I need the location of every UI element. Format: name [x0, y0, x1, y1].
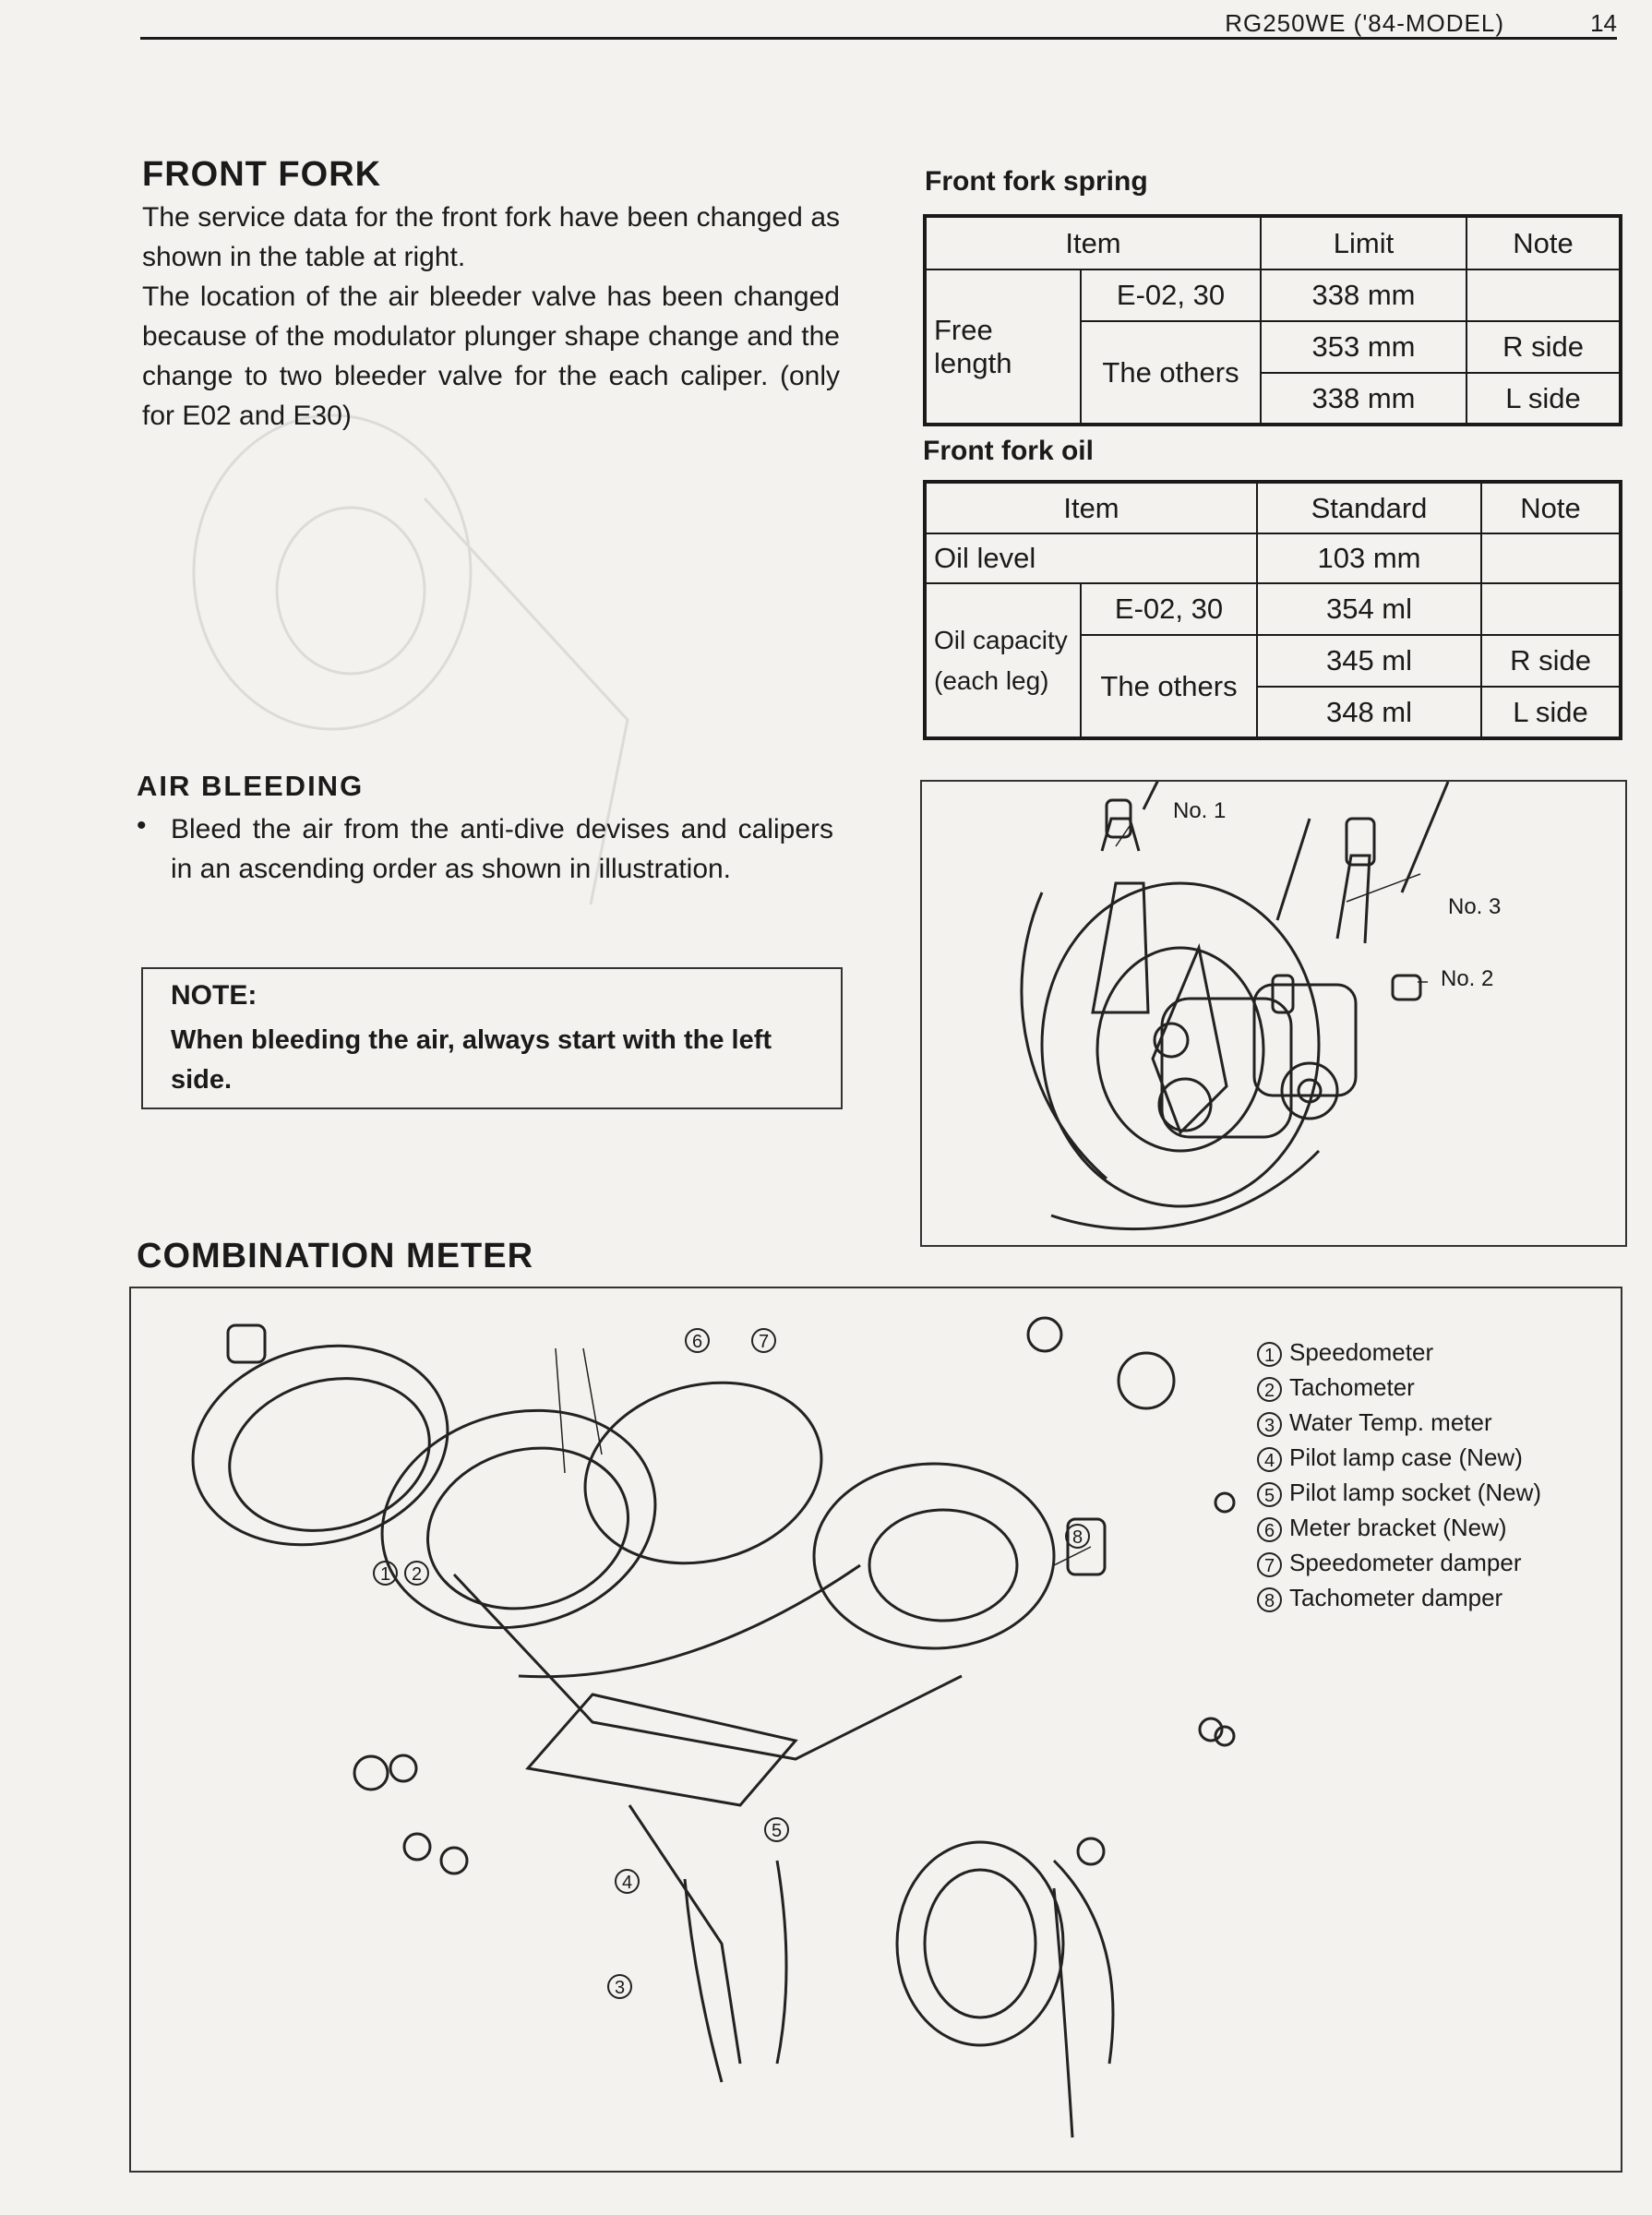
spring-note: R side: [1466, 321, 1621, 373]
spring-header-note: Note: [1466, 216, 1621, 269]
oil-value: 348 ml: [1257, 687, 1481, 738]
meter-exploded-illustration: [131, 1288, 1239, 2171]
oil-variant-others: The others: [1081, 635, 1257, 738]
oil-header-standard: Standard: [1257, 482, 1481, 533]
oil-note: L side: [1481, 687, 1621, 738]
legend-item: 6 Meter bracket (New): [1257, 1510, 1541, 1545]
callout-2: 2: [404, 1560, 437, 1586]
spring-variant-e02: E-02, 30: [1081, 269, 1261, 321]
callout-7: 7: [751, 1327, 784, 1353]
front-fork-paragraph-2: The location of the air bleeder valve has been changed because of the modulator plunger shape change and the change to two bleeder valve for the each caliper. (only for E02 and E30): [142, 281, 840, 431]
spring-value: 338 mm: [1261, 269, 1466, 321]
front-fork-paragraph-1: The service data for the front fork have been changed as shown in the table at right.: [142, 202, 840, 272]
caliper-label-no1: No. 1: [1173, 798, 1227, 823]
oil-header-item: Item: [925, 482, 1257, 533]
oil-level-value: 103 mm: [1257, 533, 1481, 583]
front-fork-title: FRONT FORK: [142, 155, 382, 194]
note-label: NOTE:: [171, 980, 257, 1011]
oil-table-title: Front fork oil: [923, 436, 1094, 466]
oil-header-note: Note: [1481, 482, 1621, 533]
legend-item: 1 Speedometer: [1257, 1335, 1541, 1370]
meter-figure: [129, 1287, 1622, 2173]
spring-header-item: Item: [925, 216, 1261, 269]
spring-note: [1466, 269, 1621, 321]
callout-4: 4: [615, 1868, 647, 1894]
oil-level-label: Oil level: [925, 533, 1257, 583]
legend-item: 3 Water Temp. meter: [1257, 1405, 1541, 1440]
oil-table: [923, 480, 1622, 740]
header-model: RG250WE ('84-MODEL): [1225, 9, 1504, 37]
combination-meter-title: COMBINATION METER: [137, 1237, 534, 1275]
callout-8: 8: [1065, 1523, 1097, 1549]
callout-1: 1: [373, 1560, 405, 1586]
spring-table-title: Front fork spring: [925, 166, 1148, 197]
oil-value: 354 ml: [1257, 583, 1481, 635]
spring-variant-others: The others: [1081, 321, 1261, 425]
legend-item: 5 Pilot lamp socket (New): [1257, 1475, 1541, 1510]
spring-note: L side: [1466, 373, 1621, 425]
spring-value: 353 mm: [1261, 321, 1466, 373]
caliper-illustration: [922, 782, 1625, 1245]
meter-legend: [1257, 1335, 1541, 1615]
oil-level-note: [1481, 533, 1621, 583]
callout-5: 5: [764, 1816, 796, 1842]
legend-item: 2 Tachometer: [1257, 1370, 1541, 1405]
spring-table: [923, 214, 1622, 426]
caliper-label-no3: No. 3: [1448, 894, 1502, 919]
oil-value: 345 ml: [1257, 635, 1481, 687]
oil-note: [1481, 583, 1621, 635]
spring-row-label: Free length: [925, 269, 1081, 425]
caliper-label-no2: No. 2: [1441, 966, 1494, 991]
page-number: 14: [1590, 9, 1617, 37]
caliper-figure: [920, 780, 1627, 1247]
legend-item: 8 Tachometer damper: [1257, 1580, 1541, 1615]
note-box: [141, 967, 843, 1109]
air-bleeding-title: AIR BLEEDING: [137, 770, 365, 802]
legend-item: 7 Speedometer damper: [1257, 1545, 1541, 1580]
oil-variant-e02: E-02, 30: [1081, 583, 1257, 635]
legend-item: 4 Pilot lamp case (New): [1257, 1440, 1541, 1475]
callout-6: 6: [685, 1327, 717, 1353]
oil-capacity-label: Oil capacity (each leg): [925, 583, 1081, 738]
callout-3: 3: [607, 1973, 640, 1999]
air-bleeding-text: Bleed the air from the anti-dive devises and calipers in an ascending order as shown in illustration.: [171, 814, 833, 884]
oil-note: R side: [1481, 635, 1621, 687]
spring-value: 338 mm: [1261, 373, 1466, 425]
spring-header-limit: Limit: [1261, 216, 1466, 269]
bullet-dot: •: [137, 810, 147, 841]
note-text: When bleeding the air, always start with the left side.: [171, 1025, 772, 1095]
